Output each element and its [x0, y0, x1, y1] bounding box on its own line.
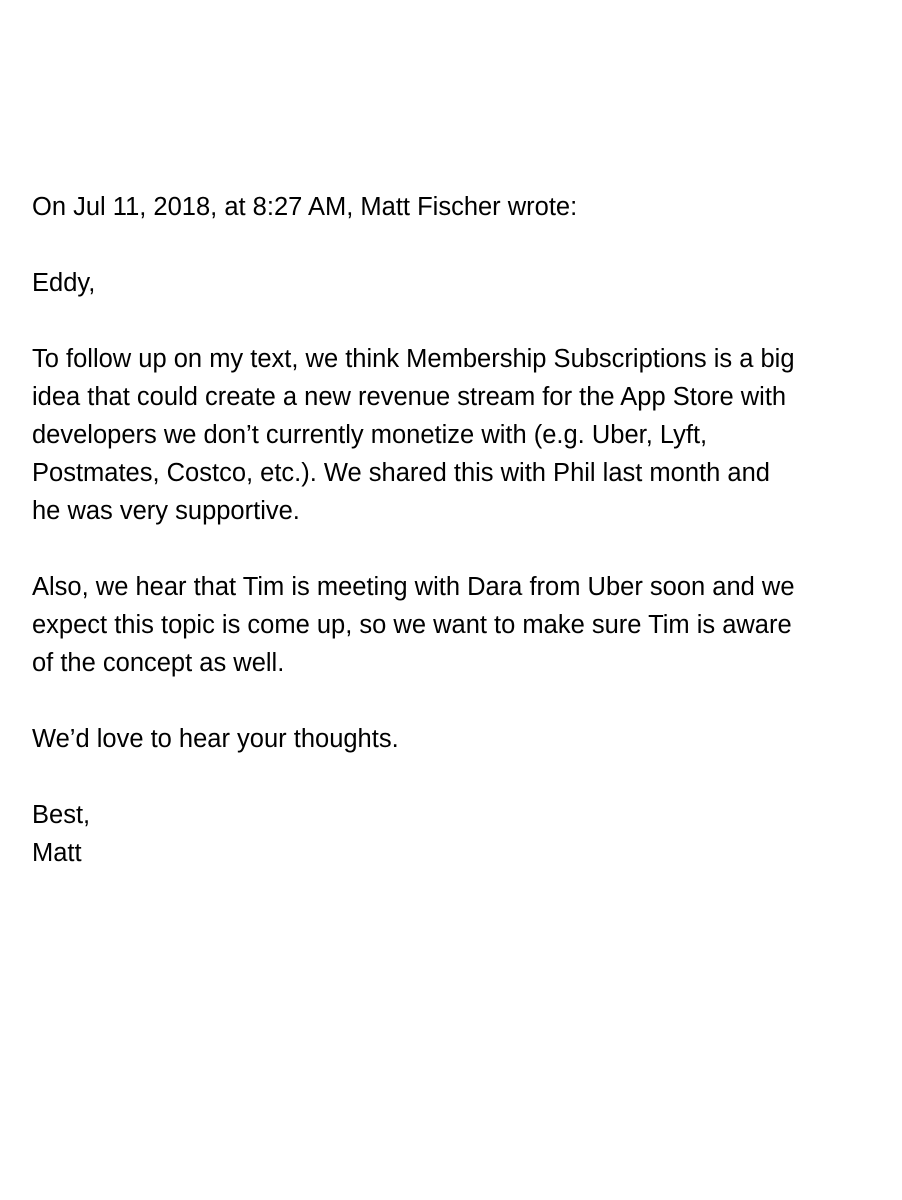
spacer	[32, 530, 882, 568]
paragraph-line: of the concept as well.	[32, 649, 285, 677]
paragraph-membership-subscriptions	[32, 340, 882, 530]
paragraph-line: idea that could create a new revenue stream for the App Store with	[32, 383, 787, 411]
quoted-header-line: On Jul 11, 2018, at 8:27 AM, Matt Fischer wrote:	[32, 193, 578, 221]
paragraph-line: expect this topic is come up, so we want to make sure Tim is aware	[32, 611, 792, 639]
spacer	[32, 226, 882, 264]
spacer	[32, 302, 882, 340]
paragraph-line: he was very supportive.	[32, 497, 300, 525]
paragraph-thoughts: We’d love to hear your thoughts.	[32, 725, 399, 753]
spacer	[32, 758, 882, 796]
email-body	[32, 188, 882, 872]
greeting: Eddy,	[32, 269, 96, 297]
paragraph-line: Also, we hear that Tim is meeting with Dara from Uber soon and we	[32, 573, 795, 601]
paragraph-line: To follow up on my text, we think Membership Subscriptions is a big	[32, 345, 795, 373]
paragraph-line: Postmates, Costco, etc.). We shared this with Phil last month and	[32, 459, 770, 487]
paragraph-tim-meeting	[32, 568, 882, 682]
signature: Matt	[32, 839, 82, 867]
signoff: Best,	[32, 801, 91, 829]
spacer	[32, 682, 882, 720]
paragraph-line: developers we don’t currently monetize with (e.g. Uber, Lyft,	[32, 421, 708, 449]
